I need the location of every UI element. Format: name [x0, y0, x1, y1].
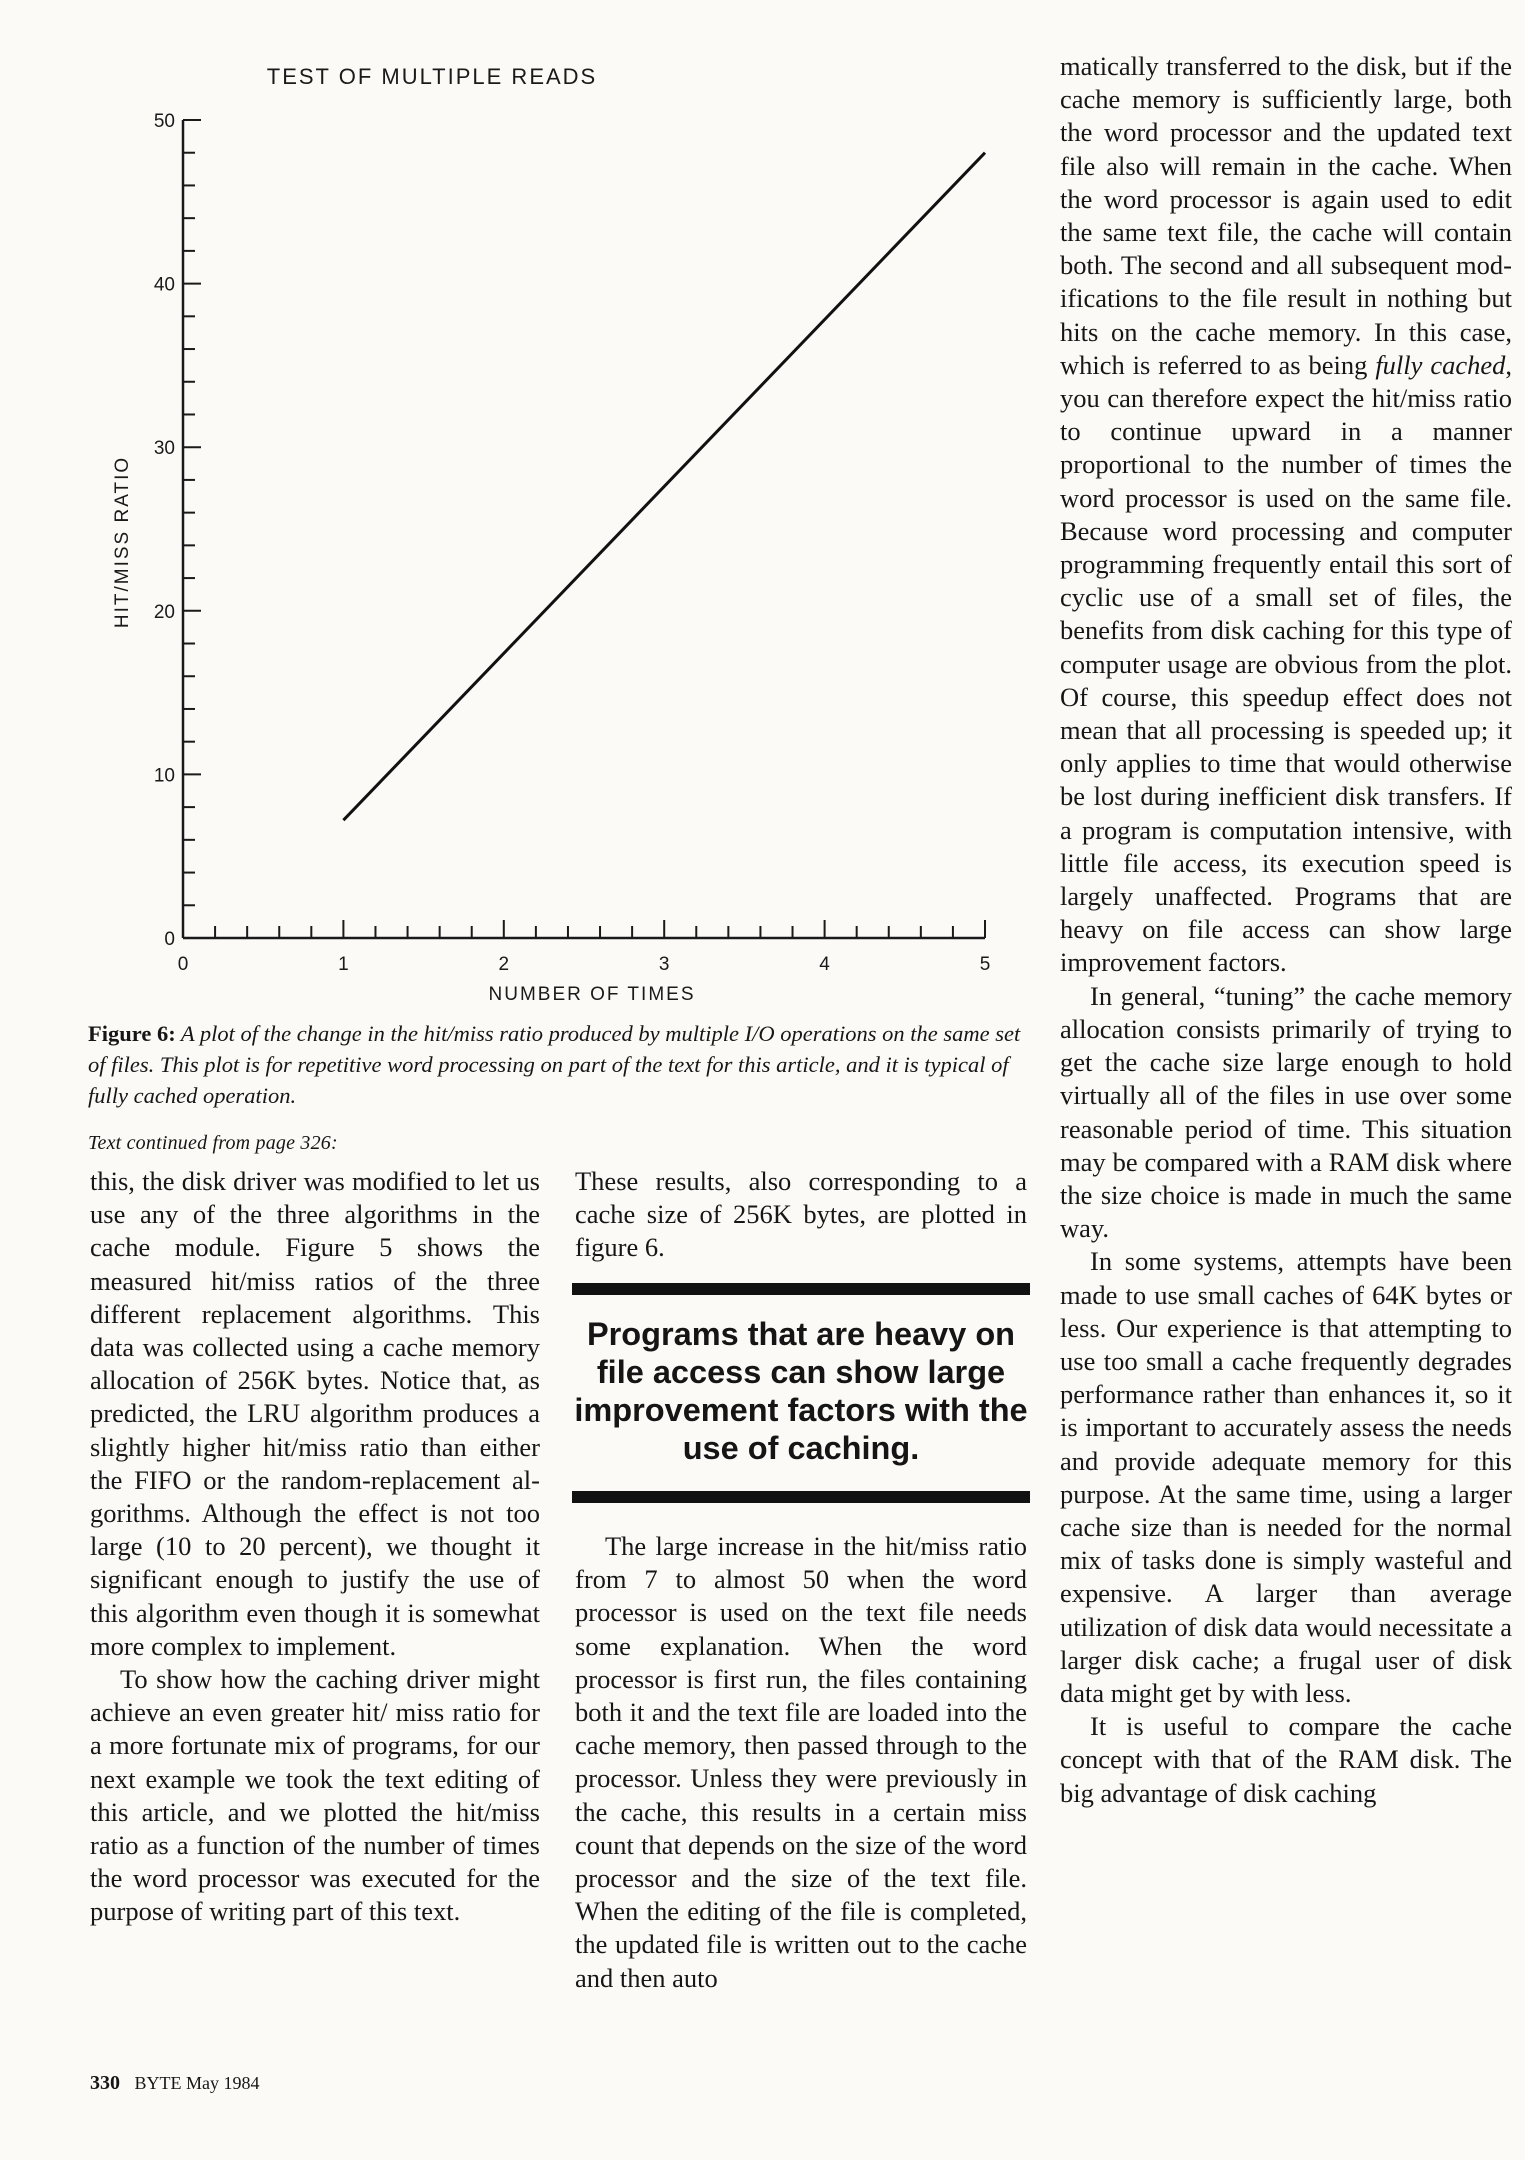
- text-column-2: [575, 1165, 1027, 1265]
- text-column-1: [90, 1165, 540, 1929]
- x-tick-label: 1: [338, 954, 349, 975]
- chart-tick-labels: [154, 111, 990, 975]
- pull-quote: Programs that are heavy on file access can show large improvement factors with the use of caching.: [572, 1283, 1030, 1503]
- hit-miss-ratio-chart: [0, 0, 1060, 1010]
- text-column-3: [1060, 50, 1512, 1810]
- text-column-2-continued: [575, 1530, 1027, 1995]
- x-tick-label: 5: [979, 954, 991, 975]
- y-tick-label: 10: [153, 765, 175, 787]
- col3-p1-part-a: matically transferred to the disk, but if the cache memory is sufficiently large, both the word processor and the updated text file also will remain in the cache. When the word processor is again used to edit the same text file, the cache will contain both. The second and all subsequent modifications to the file result in nothing but hits on the cache memory. In this case, which is referred to as being: [1060, 51, 1512, 380]
- x-tick-label: 0: [177, 954, 189, 975]
- chart-y-axis-label: HIT/MISS RATIO: [112, 455, 133, 629]
- col1-paragraph-2: To show how the caching driver might achieve an even greater hit/ miss ratio for a more fortunate mix of programs, for our next example we took the text editing of this article, and we plotted the hit/miss ratio as a function of the number of times the word processor was executed for the purpose of writing part of this text.: [90, 1664, 540, 1927]
- y-tick-label: 50: [153, 111, 175, 132]
- figure-label: Figure 6:: [88, 1021, 176, 1046]
- figure-caption-text: A plot of the change in the hit/miss ratio produced by multiple I/O operations on the same set of files. This plot is for repetitive word processing on part of the text for this article, and it is typical of fully cached operation.: [88, 1021, 1021, 1108]
- x-tick-label: 4: [819, 954, 830, 975]
- chart-series: [343, 153, 985, 820]
- y-tick-label: 30: [153, 438, 175, 460]
- continued-note: Text continued from page 326:: [88, 1132, 338, 1154]
- chart-x-axis-label: NUMBER OF TIMES: [488, 984, 696, 1005]
- y-tick-label: 20: [153, 601, 175, 623]
- col1-paragraph-1: this, the disk driver was modified to let us use any of the three algorithms in the cache module. Figure 5 shows the measured hit/miss ratios of the three different replacement algorithms. This data was collected using a cache memory allocation of 256K bytes. Notice that, as predicted, the LRU algorithm produces a slightly higher hit/miss ratio than either the FIFO or the random-replacement algorithms. Although the effect is not too large (10 to 20 percent), we thought it significant enough to justify the use of this algorithm even though it is somewhat more complex to implement.: [90, 1166, 540, 1661]
- col2-paragraph-1: These results, also corresponding to a cache size of 256K bytes, are plotted in figure 6.: [575, 1166, 1027, 1263]
- col3-paragraph-2: In general, “tuning” the cache memory allocation consists primarily of trying to get the cache size large enough to hold virtually all of the files in use over some reasonable period of time. This situation may be compared with a RAM disk where the size choice is made in much the same way.: [1060, 980, 1512, 1244]
- page-footer: [90, 2072, 260, 2095]
- col3-p1-part-b: , you can therefore expect the hit/miss ratio to continue upward in a manner proportional to the number of times the word processor is used on the same file. Because word processing and computer programming frequently entail this sort of cyclic use of a small set of files, the benefits from disk caching for this type of computer usage are obvious from the plot. Of course, this speedup effect does not mean that all processing is speeded up; it only applies to time that would otherwise be lost during inefficient disk transfers. If a program is computation intensive, with little file access, its execution speed is largely unaffected. Programs that are heavy on file access can show large improvement factors.: [1060, 349, 1512, 978]
- col3-paragraph-1: [1060, 50, 1512, 980]
- col3-paragraph-3: In some systems, attempts have been made to use small caches of 64K bytes or less. Our experience is that attempting to use too small a cache frequently degrades performance rather than enhances it, so it is important to accurately assess the needs and provide adequate memory for this purpose. At the same time, using a larger cache size than is needed for the normal mix of tasks done is simply wasteful and expensive. A larger than average utilization of disk data would necessitate a larger disk cache; a frugal user of disk data might get by with less.: [1060, 1246, 1512, 1708]
- col3-paragraph-4: It is useful to compare the cache concept with that of the RAM disk. The big advantage of disk caching: [1060, 1711, 1512, 1808]
- figure-caption: [88, 1018, 1028, 1111]
- chart-ticks: [183, 120, 985, 938]
- y-tick-label: 40: [153, 274, 175, 296]
- series-line: [343, 153, 985, 820]
- publication-info: BYTE May 1984: [134, 2073, 260, 2093]
- col3-p1-emphasis: fully cached: [1375, 349, 1506, 380]
- chart-title: TEST OF MULTIPLE READS: [266, 64, 598, 89]
- x-tick-label: 3: [658, 954, 670, 975]
- col2-paragraph-2: The large increase in the hit/miss ratio from 7 to almost 50 when the word processor is used on the text file needs some explanation. When the word processor is first run, the files containing both it and the text file are loaded into the cache memory, then passed through to the processor. Unless they were previously in the cache, this results in a certain miss count that depends on the size of the word processor and the size of the text file. When the editing of the file is completed, the updated file is written out to the cache and then auto: [575, 1531, 1027, 1993]
- y-tick-label: 0: [164, 929, 175, 950]
- x-tick-label: 2: [498, 954, 510, 975]
- page-number: 330: [90, 2072, 120, 2094]
